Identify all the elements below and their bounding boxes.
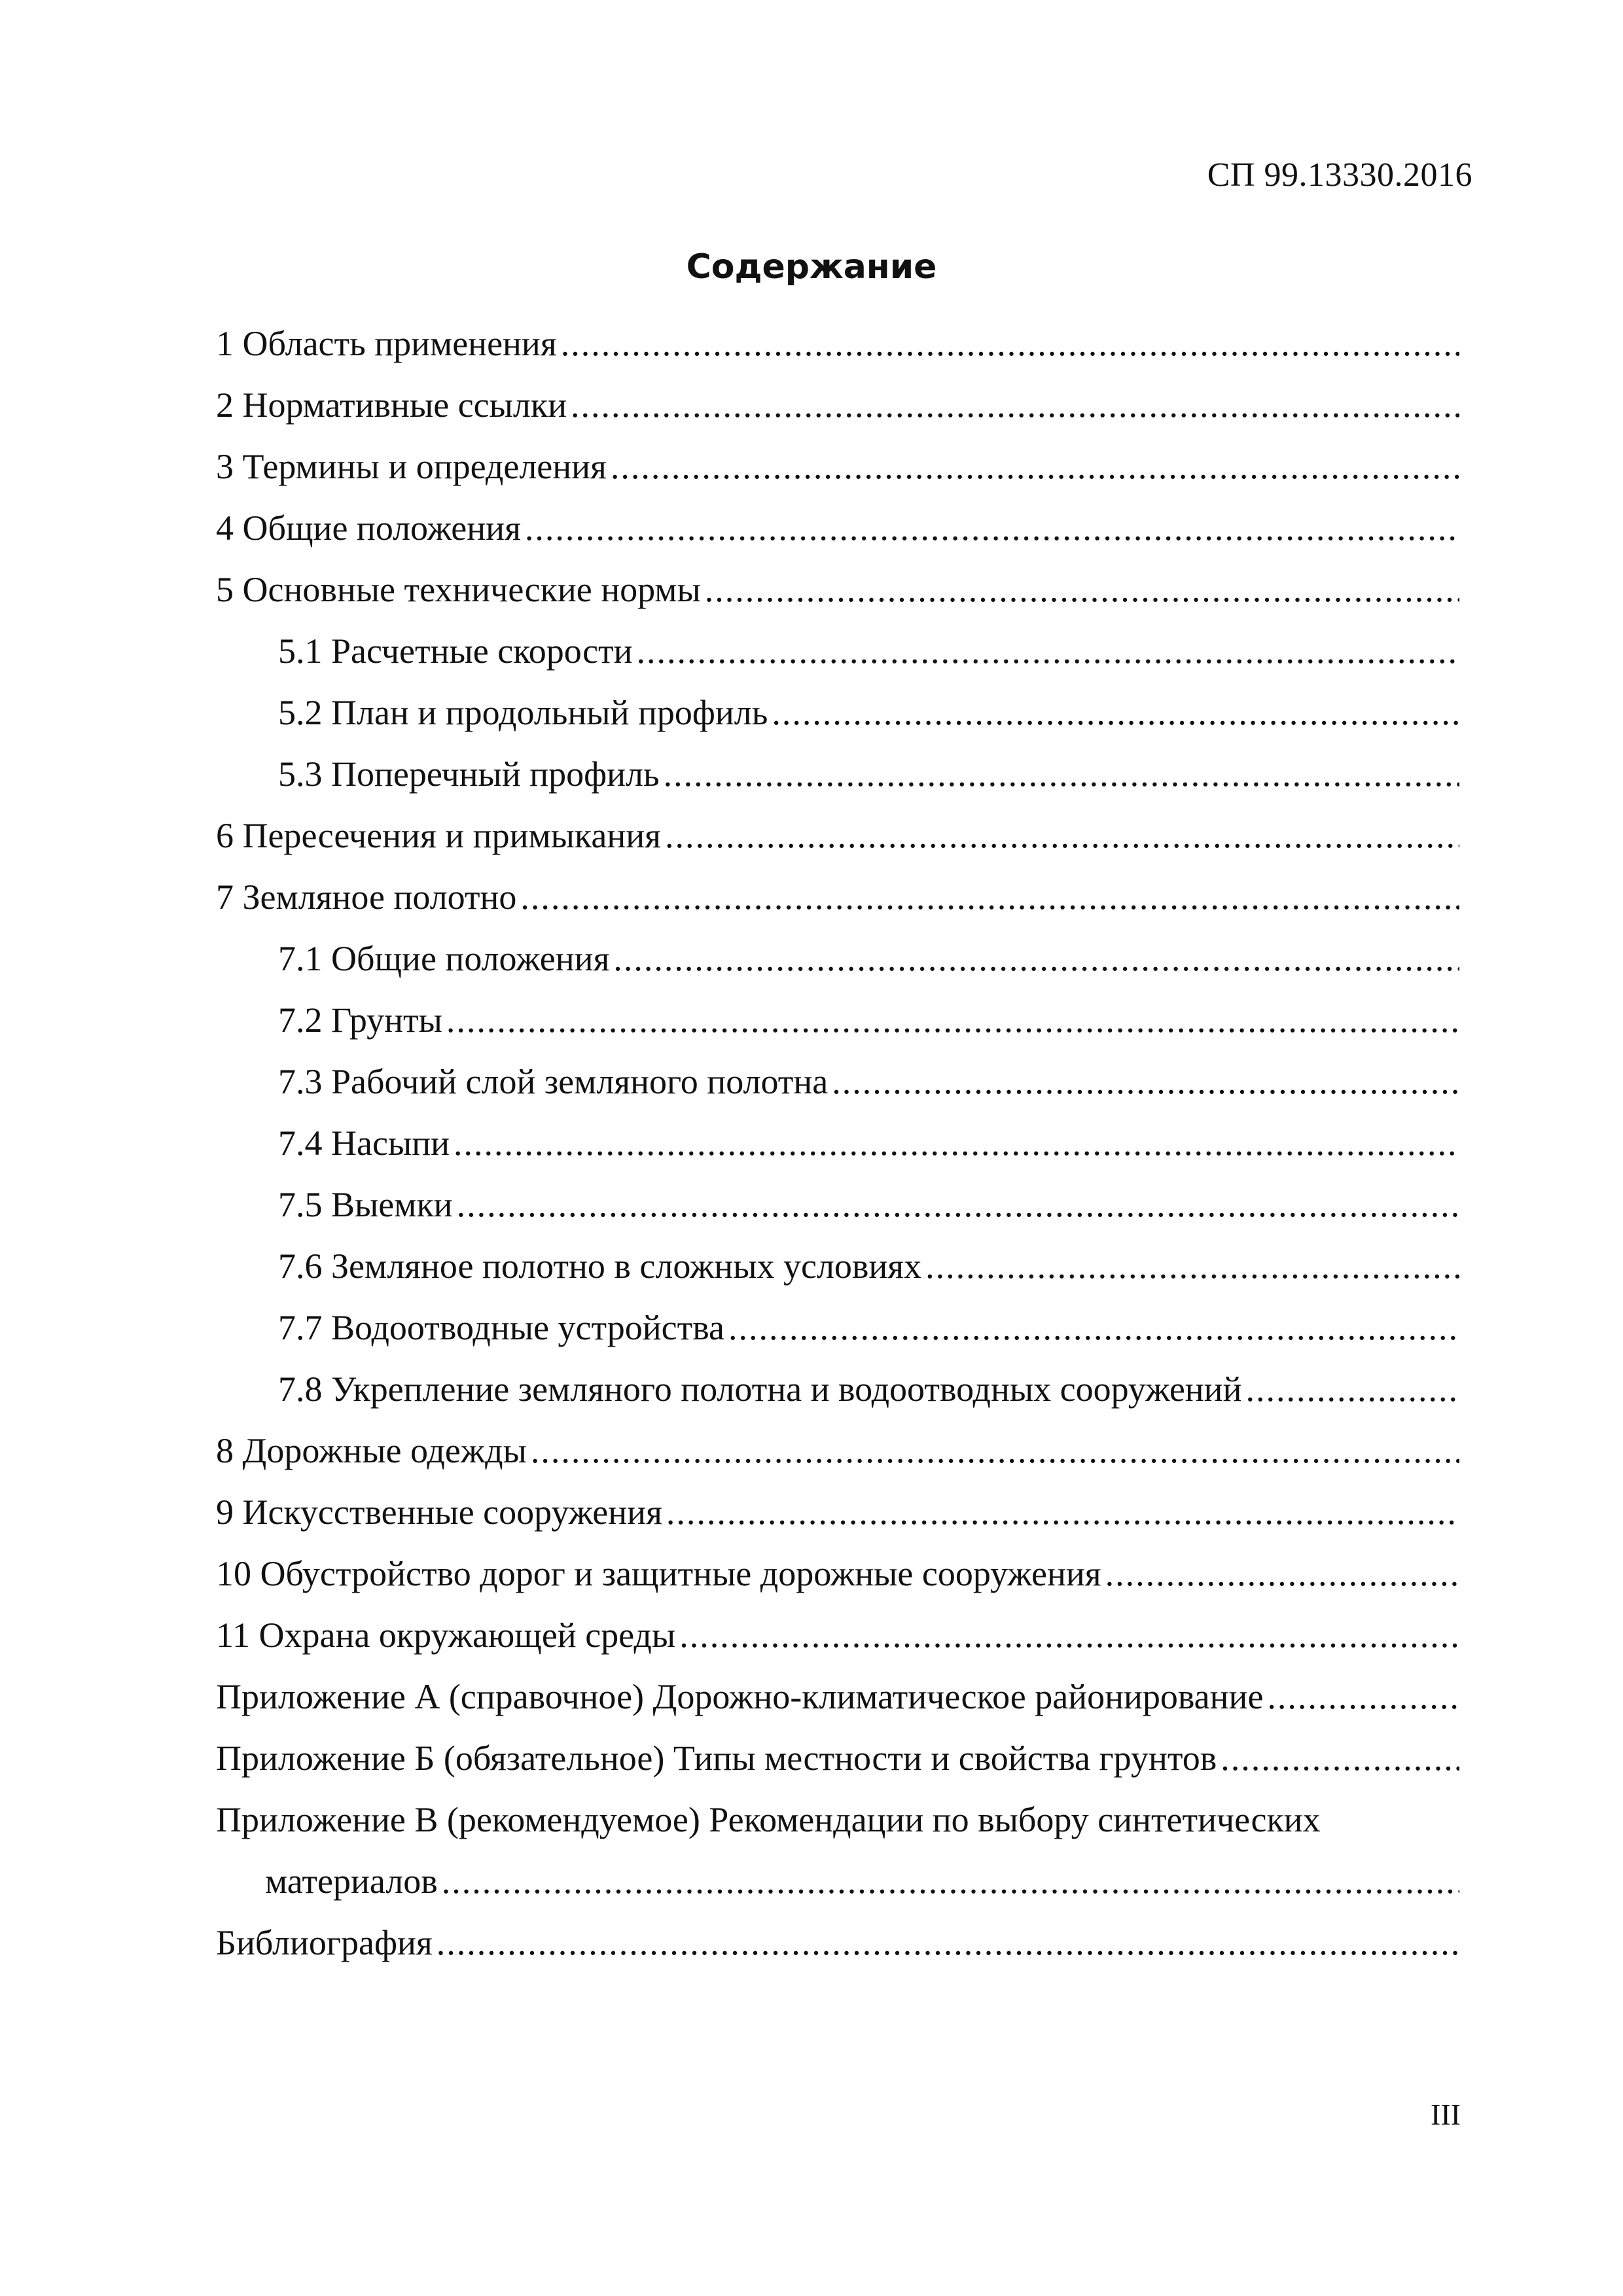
toc-entry-continuation[interactable] bbox=[216, 1842, 1459, 1903]
dot-leader bbox=[666, 1490, 1459, 1534]
toc-entry-label: 8 Дорожные одежды bbox=[216, 1431, 527, 1470]
dot-leader bbox=[832, 1059, 1459, 1104]
toc-subentry[interactable] bbox=[216, 1042, 1459, 1104]
toc-subentry[interactable] bbox=[216, 1288, 1459, 1350]
toc-entry[interactable] bbox=[216, 1596, 1459, 1657]
dot-leader bbox=[613, 936, 1459, 981]
toc-subentry[interactable] bbox=[216, 981, 1459, 1042]
toc-entry-label: 5.3 Поперечный профиль bbox=[278, 754, 660, 794]
dot-leader bbox=[437, 1920, 1459, 1965]
toc-entry[interactable] bbox=[216, 427, 1459, 489]
dot-leader bbox=[772, 690, 1459, 735]
dot-leader bbox=[446, 998, 1459, 1042]
toc-entry-label: 3 Термины и определения bbox=[216, 447, 607, 486]
toc-entry-label: 7.2 Грунты bbox=[278, 1000, 442, 1040]
toc-entry[interactable] bbox=[216, 1719, 1459, 1780]
toc-entry-label: 11 Охрана окружающей среды bbox=[216, 1616, 676, 1655]
toc-entry[interactable] bbox=[216, 304, 1459, 366]
dot-leader bbox=[531, 1428, 1459, 1473]
dot-leader bbox=[1245, 1367, 1459, 1411]
toc-entry-label: 7.8 Укрепление земляного полотна и водоотводных сооружений bbox=[278, 1369, 1242, 1409]
toc-entry[interactable] bbox=[216, 858, 1459, 919]
toc-entry-label: 2 Нормативные ссылки bbox=[216, 385, 567, 425]
toc-entry[interactable] bbox=[216, 489, 1459, 550]
page-title: Содержание bbox=[686, 247, 937, 287]
toc-entry-label: Приложение В (рекомендуемое) Рекомендации по выбору синтетических bbox=[216, 1800, 1321, 1839]
dot-leader bbox=[442, 1859, 1459, 1903]
toc-entry-label: Приложение Б (обязательное) Типы местности и свойства грунтов bbox=[216, 1739, 1217, 1778]
toc-subentry[interactable] bbox=[216, 612, 1459, 673]
toc-entry-label: Приложение А (справочное) Дорожно-климатическое районирование bbox=[216, 1677, 1264, 1716]
toc-entry-label: 5.2 План и продольный профиль bbox=[278, 693, 768, 732]
dot-leader bbox=[637, 629, 1459, 673]
toc-entry-label: 9 Искусственные сооружения bbox=[216, 1492, 662, 1532]
toc-entry-label: 7.1 Общие положения bbox=[278, 939, 610, 978]
dot-leader bbox=[705, 567, 1459, 612]
dot-leader bbox=[611, 444, 1459, 489]
dot-leader bbox=[728, 1305, 1459, 1350]
toc-entry-label: 6 Пересечения и примыкания bbox=[216, 816, 661, 855]
dot-leader bbox=[561, 321, 1459, 366]
dot-leader bbox=[664, 752, 1459, 796]
dot-leader bbox=[571, 383, 1459, 427]
toc-subentry[interactable] bbox=[216, 1104, 1459, 1165]
toc-entry-label: 10 Обустройство дорог и защитные дорожные сооружения bbox=[216, 1554, 1101, 1593]
dot-leader bbox=[520, 875, 1459, 919]
dot-leader bbox=[1267, 1674, 1459, 1719]
page-number: III bbox=[1431, 2098, 1461, 2131]
toc-subentry[interactable] bbox=[216, 1227, 1459, 1288]
dot-leader bbox=[1221, 1736, 1459, 1780]
dot-leader bbox=[454, 1121, 1459, 1165]
toc-entry[interactable] bbox=[216, 1473, 1459, 1534]
toc-entry[interactable] bbox=[216, 1657, 1459, 1719]
dot-leader bbox=[1105, 1551, 1459, 1596]
toc-entry[interactable] bbox=[216, 1411, 1459, 1473]
dot-leader bbox=[525, 506, 1459, 550]
toc-entry-label: 5.1 Расчетные скорости bbox=[278, 631, 633, 671]
toc-entry[interactable] bbox=[216, 1780, 1459, 1842]
toc-entry-label: 7.5 Выемки bbox=[278, 1185, 453, 1224]
toc-subentry[interactable] bbox=[216, 1350, 1459, 1411]
toc-entry-label: 7.4 Насыпи bbox=[278, 1123, 450, 1163]
dot-leader bbox=[679, 1613, 1459, 1657]
toc-entry-label: Библиография bbox=[216, 1923, 433, 1962]
toc-entry-label: 7 Земляное полотно bbox=[216, 877, 517, 917]
toc-subentry[interactable] bbox=[216, 1165, 1459, 1227]
toc-entry-label: материалов bbox=[265, 1862, 438, 1901]
toc-subentry[interactable] bbox=[216, 735, 1459, 796]
toc-entry-label: 7.3 Рабочий слой земляного полотна bbox=[278, 1062, 829, 1101]
toc-entry-label: 4 Общие положения bbox=[216, 508, 521, 548]
toc-entry[interactable] bbox=[216, 366, 1459, 427]
toc-subentry[interactable] bbox=[216, 673, 1459, 735]
toc-entry-label: 1 Область применения bbox=[216, 324, 557, 363]
dot-leader bbox=[457, 1182, 1459, 1227]
toc-entry-label: 5 Основные технические нормы bbox=[216, 570, 701, 609]
toc-entry-label: 7.7 Водоотводные устройства bbox=[278, 1308, 724, 1347]
dot-leader bbox=[925, 1244, 1459, 1288]
toc-entry[interactable] bbox=[216, 796, 1459, 858]
dot-leader bbox=[665, 813, 1459, 858]
toc-subentry[interactable] bbox=[216, 919, 1459, 981]
table-of-contents bbox=[216, 304, 1459, 1965]
toc-entry[interactable] bbox=[216, 1903, 1459, 1965]
document-code: СП 99.13330.2016 bbox=[1207, 156, 1472, 194]
toc-entry-label: 7.6 Земляное полотно в сложных условиях bbox=[278, 1246, 922, 1286]
toc-entry[interactable] bbox=[216, 550, 1459, 612]
toc-entry[interactable] bbox=[216, 1534, 1459, 1596]
